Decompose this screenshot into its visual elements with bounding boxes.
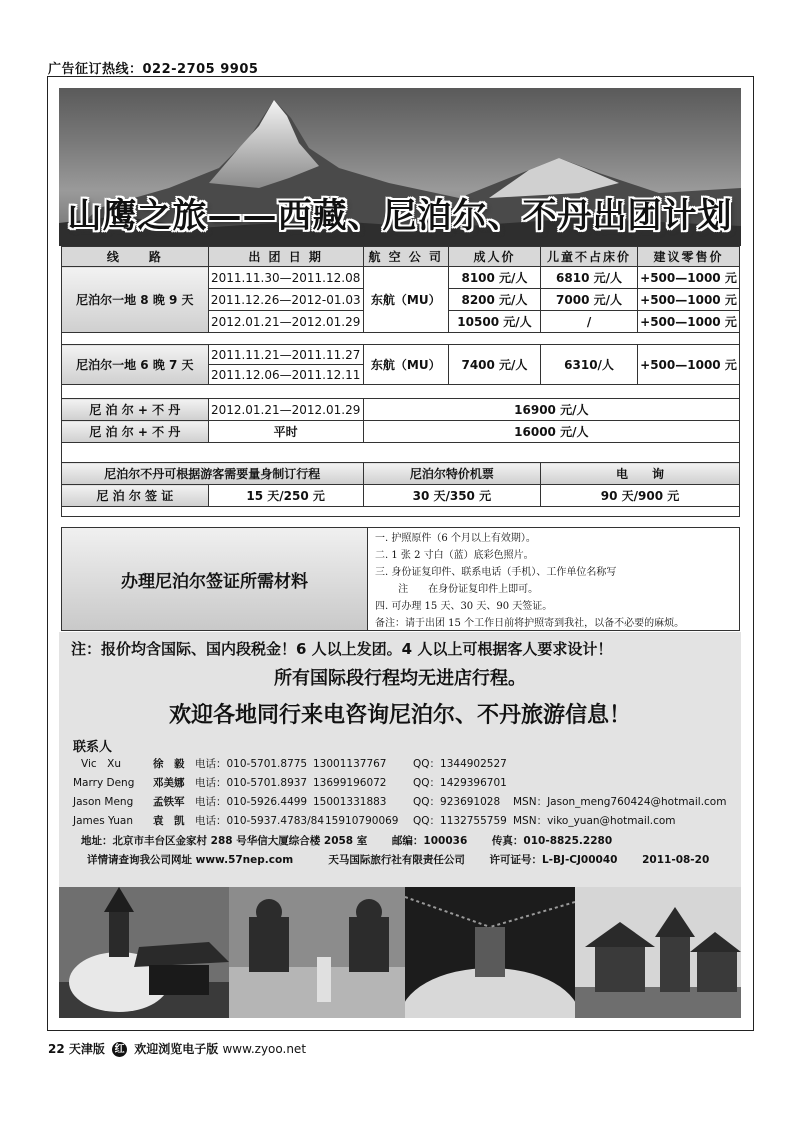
departure-date: 2012.01.21—2012.01.29 [208,311,363,333]
contact-qq: QQ：1132755759 [413,815,507,827]
list-item: 三. 身份证复印件、联系电话（手机）、工作单位名称写 [375,567,617,578]
company-website[interactable]: 详情请查询我公司网址 www.57nep.com [87,854,294,866]
departure-date: 平时 [208,421,363,443]
contact-tel: 电话：010-5701.8937 [195,777,308,789]
contact-tel: 电话：010-5937.4783/84 [195,815,325,827]
child-price: 7000 元/人 [541,289,638,311]
contact-tel: 电话：010-5926.4499 [195,796,308,808]
contact-tel: 电话：010-5701.8775 [195,758,308,770]
contact-cn-name: 孟铁军 [153,796,185,808]
route-6n7d: 尼泊尔一地 6 晚 7 天 [62,345,209,385]
contact-qq: QQ：923691028 [413,796,501,808]
welcome-headline: 欢迎各地同行来电咨询尼泊尔、不丹旅游信息！ [168,703,631,728]
temple-photo [575,887,741,1018]
contact-qq: QQ：1429396701 [413,777,507,789]
header-adult-price: 成人价 [448,247,540,267]
retail-price: +500—1000 元 [638,267,740,289]
visa-materials-box [61,527,740,631]
visa-materials-title: 办理尼泊尔签证所需材料 [62,528,368,630]
contact-mobile: 15001331883 [313,796,387,808]
contact-row [73,775,513,790]
departure-date: 2011.11.21—2011.11.27 [208,345,363,365]
footer-website[interactable]: www.zyoo.net [222,1042,307,1056]
list-item: 四. 可办理 15 天、30 天、90 天签证。 [375,601,553,612]
contact-mobile: 13699196072 [313,777,387,789]
departure-date: 2012.01.21—2012.01.29 [208,399,363,421]
publish-date: 2011-08-20 [642,854,710,866]
price-note: 注：报价均含国际、国内段税金！6 人以上发团。4 人以上可根据客人要求设计！ [71,640,613,658]
list-item: 二. 1 张 2 寸白（蓝）底彩色照片。 [375,550,534,561]
child-price: 6810 元/人 [541,267,638,289]
header-airline: 航 空 公 司 [363,247,448,267]
visa-option: 90 天/900 元 [541,485,740,507]
list-item: 备注：请于出团 15 个工作日前将护照寄到我社，以备不必要的麻烦。 [375,618,685,629]
visa-label: 尼 泊 尔 签 证 [62,485,209,507]
departure-date: 2011.12.06—2011.12.11 [208,365,363,385]
spacer-row [62,507,740,517]
contact-mobile: 15910790069 [325,815,399,827]
page-footer [48,1040,306,1057]
adult-price: 8200 元/人 [448,289,540,311]
fax-number: 传真：010-8825.2280 [491,835,613,847]
contacts-title: 联系人 [73,740,113,755]
table-row [62,421,740,443]
contact-cn-name: 徐 毅 [153,758,185,770]
hero-title: 山鹰之旅——西藏、尼泊尔、不丹出团计划 [67,196,733,236]
contact-row [73,794,726,809]
contact-row [73,756,513,771]
adult-price: 10500 元/人 [448,311,540,333]
contact-cn-name: 邓美娜 [153,777,185,789]
company-row [87,852,709,867]
prayer-flags-photo [405,887,575,1018]
table-row [62,345,740,365]
retail-price: +500—1000 元 [638,345,740,385]
header-dates: 出 团 日 期 [208,247,363,267]
license-number: 许可证号：L-BJ-CJ00040 [489,854,618,866]
visa-option: 30 天/350 元 [363,485,540,507]
visa-option: 15 天/250 元 [208,485,363,507]
header-route: 线 路 [62,247,209,267]
departure-date: 2011.12.26—2012-01.03 [208,289,363,311]
advert-hotline: 广告征订热线：022-2705 9905 [48,62,259,77]
departure-date: 2011.11.30—2011.12.08 [208,267,363,289]
airline-mu: 东航（MU） [363,267,448,333]
red-badge-icon: 红 [112,1042,127,1057]
adult-price: 7400 元/人 [448,345,540,385]
spacer-row [62,443,740,463]
company-name: 天马国际旅行社有限责任公司 [328,854,465,866]
statues-photo [229,887,405,1018]
header-retail-price: 建议零售价 [638,247,740,267]
table-row [62,485,740,507]
contact-en-name: Marry Deng [73,777,135,789]
photo-strip [59,887,741,1018]
contact-en-name: Jason Meng [73,796,134,808]
custom-itinerary: 尼泊尔不丹可根据游客需要量身制订行程 [62,463,364,485]
company-address: 地址：北京市丰台区金家村 288 号华信大厦综合楼 2058 室 [81,835,368,847]
inquiry-by-phone: 电 询 [541,463,740,485]
package-price: 16000 元/人 [363,421,739,443]
stupa-photo [59,887,229,1018]
contact-en-name: James Yuan [73,815,133,827]
contact-qq: QQ：1344902527 [413,758,507,770]
package-price: 16900 元/人 [363,399,739,421]
route-nepal-bhutan: 尼 泊 尔 + 不 丹 [62,421,209,443]
spacer-row [62,333,740,345]
edition-name: 天津版 [68,1042,105,1056]
table-row [62,463,740,485]
header-child-price: 儿童不占床价 [541,247,638,267]
tour-table [61,246,740,517]
airline-mu: 东航（MU） [363,345,448,385]
list-item: 一. 护照原件（6 个月以上有效期）。 [375,533,536,544]
table-row [62,267,740,289]
retail-price: +500—1000 元 [638,311,740,333]
spacer-row [62,385,740,399]
child-price: / [541,311,638,333]
page-number: 22 [48,1042,65,1056]
child-price: 6310/人 [541,345,638,385]
no-shopping-note: 所有国际段行程均无进店行程。 [274,668,526,689]
contact-msn: MSN：Jason_meng760424@hotmail.com [513,796,727,808]
table-header-row [62,247,740,267]
route-nepal-bhutan: 尼 泊 尔 + 不 丹 [62,399,209,421]
adult-price: 8100 元/人 [448,267,540,289]
contact-mobile: 13001137767 [313,758,387,770]
visa-materials-list [369,528,739,630]
contact-row [73,813,676,828]
special-airfare: 尼泊尔特价机票 [363,463,540,485]
postcode: 邮编：100036 [391,835,468,847]
contact-cn-name: 袁 凯 [153,815,185,827]
address-row [81,833,612,848]
table-row [62,399,740,421]
retail-price: +500—1000 元 [638,289,740,311]
welcome-text: 欢迎浏览电子版 [134,1042,219,1056]
notes-section [59,632,741,887]
route-8n9d: 尼泊尔一地 8 晚 9 天 [62,267,209,333]
contact-msn: MSN：viko_yuan@hotmail.com [513,815,676,827]
contact-en-name: Vic Xu [81,758,121,770]
list-item: 注 在身份证复印件上即可。 [375,584,539,595]
